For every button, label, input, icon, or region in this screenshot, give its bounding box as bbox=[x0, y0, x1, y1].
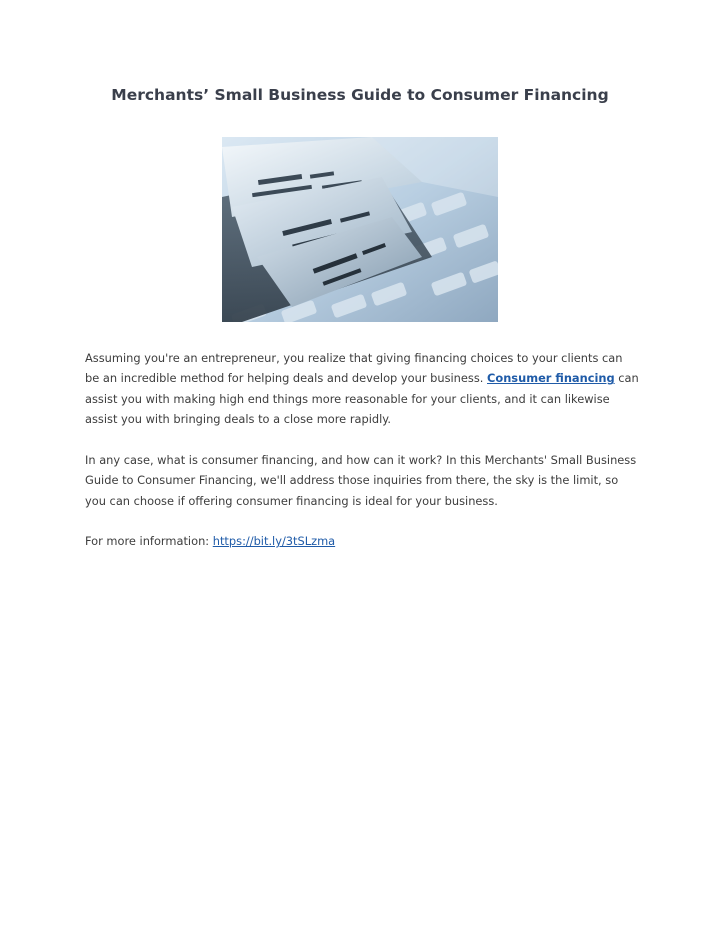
more-information-link[interactable]: https://bit.ly/3tSLzma bbox=[212, 534, 336, 548]
consumer-financing-link[interactable]: Consumer financing bbox=[487, 371, 615, 386]
more-information-label: For more information: bbox=[85, 534, 213, 548]
paragraph-intro bbox=[85, 348, 640, 429]
credit-cards-image bbox=[222, 137, 498, 322]
more-information-line bbox=[85, 531, 640, 551]
paragraph-intro-text: Assuming you're an entrepreneur, you realize that giving financing choices to your clients can be an incredible method for helping deals and develop your business. bbox=[85, 351, 623, 386]
page-title: Merchants’ Small Business Guide to Consumer Financing bbox=[111, 86, 609, 104]
paragraph-intro-text-continued: can assist you with making high end things more reasonable for your clients, and it can likewise assist you with bringing deals to a close more rapidly. bbox=[85, 371, 639, 426]
paragraph-explanation: In any case, what is consumer financing, and how can it work? In this Merchants' Small Business Guide to Consumer Financing, we'll address those inquiries from there, the sky is the limit, so you can choose if offering consumer financing is ideal for your business. bbox=[85, 453, 637, 508]
credit-cards-illustration bbox=[222, 137, 498, 322]
